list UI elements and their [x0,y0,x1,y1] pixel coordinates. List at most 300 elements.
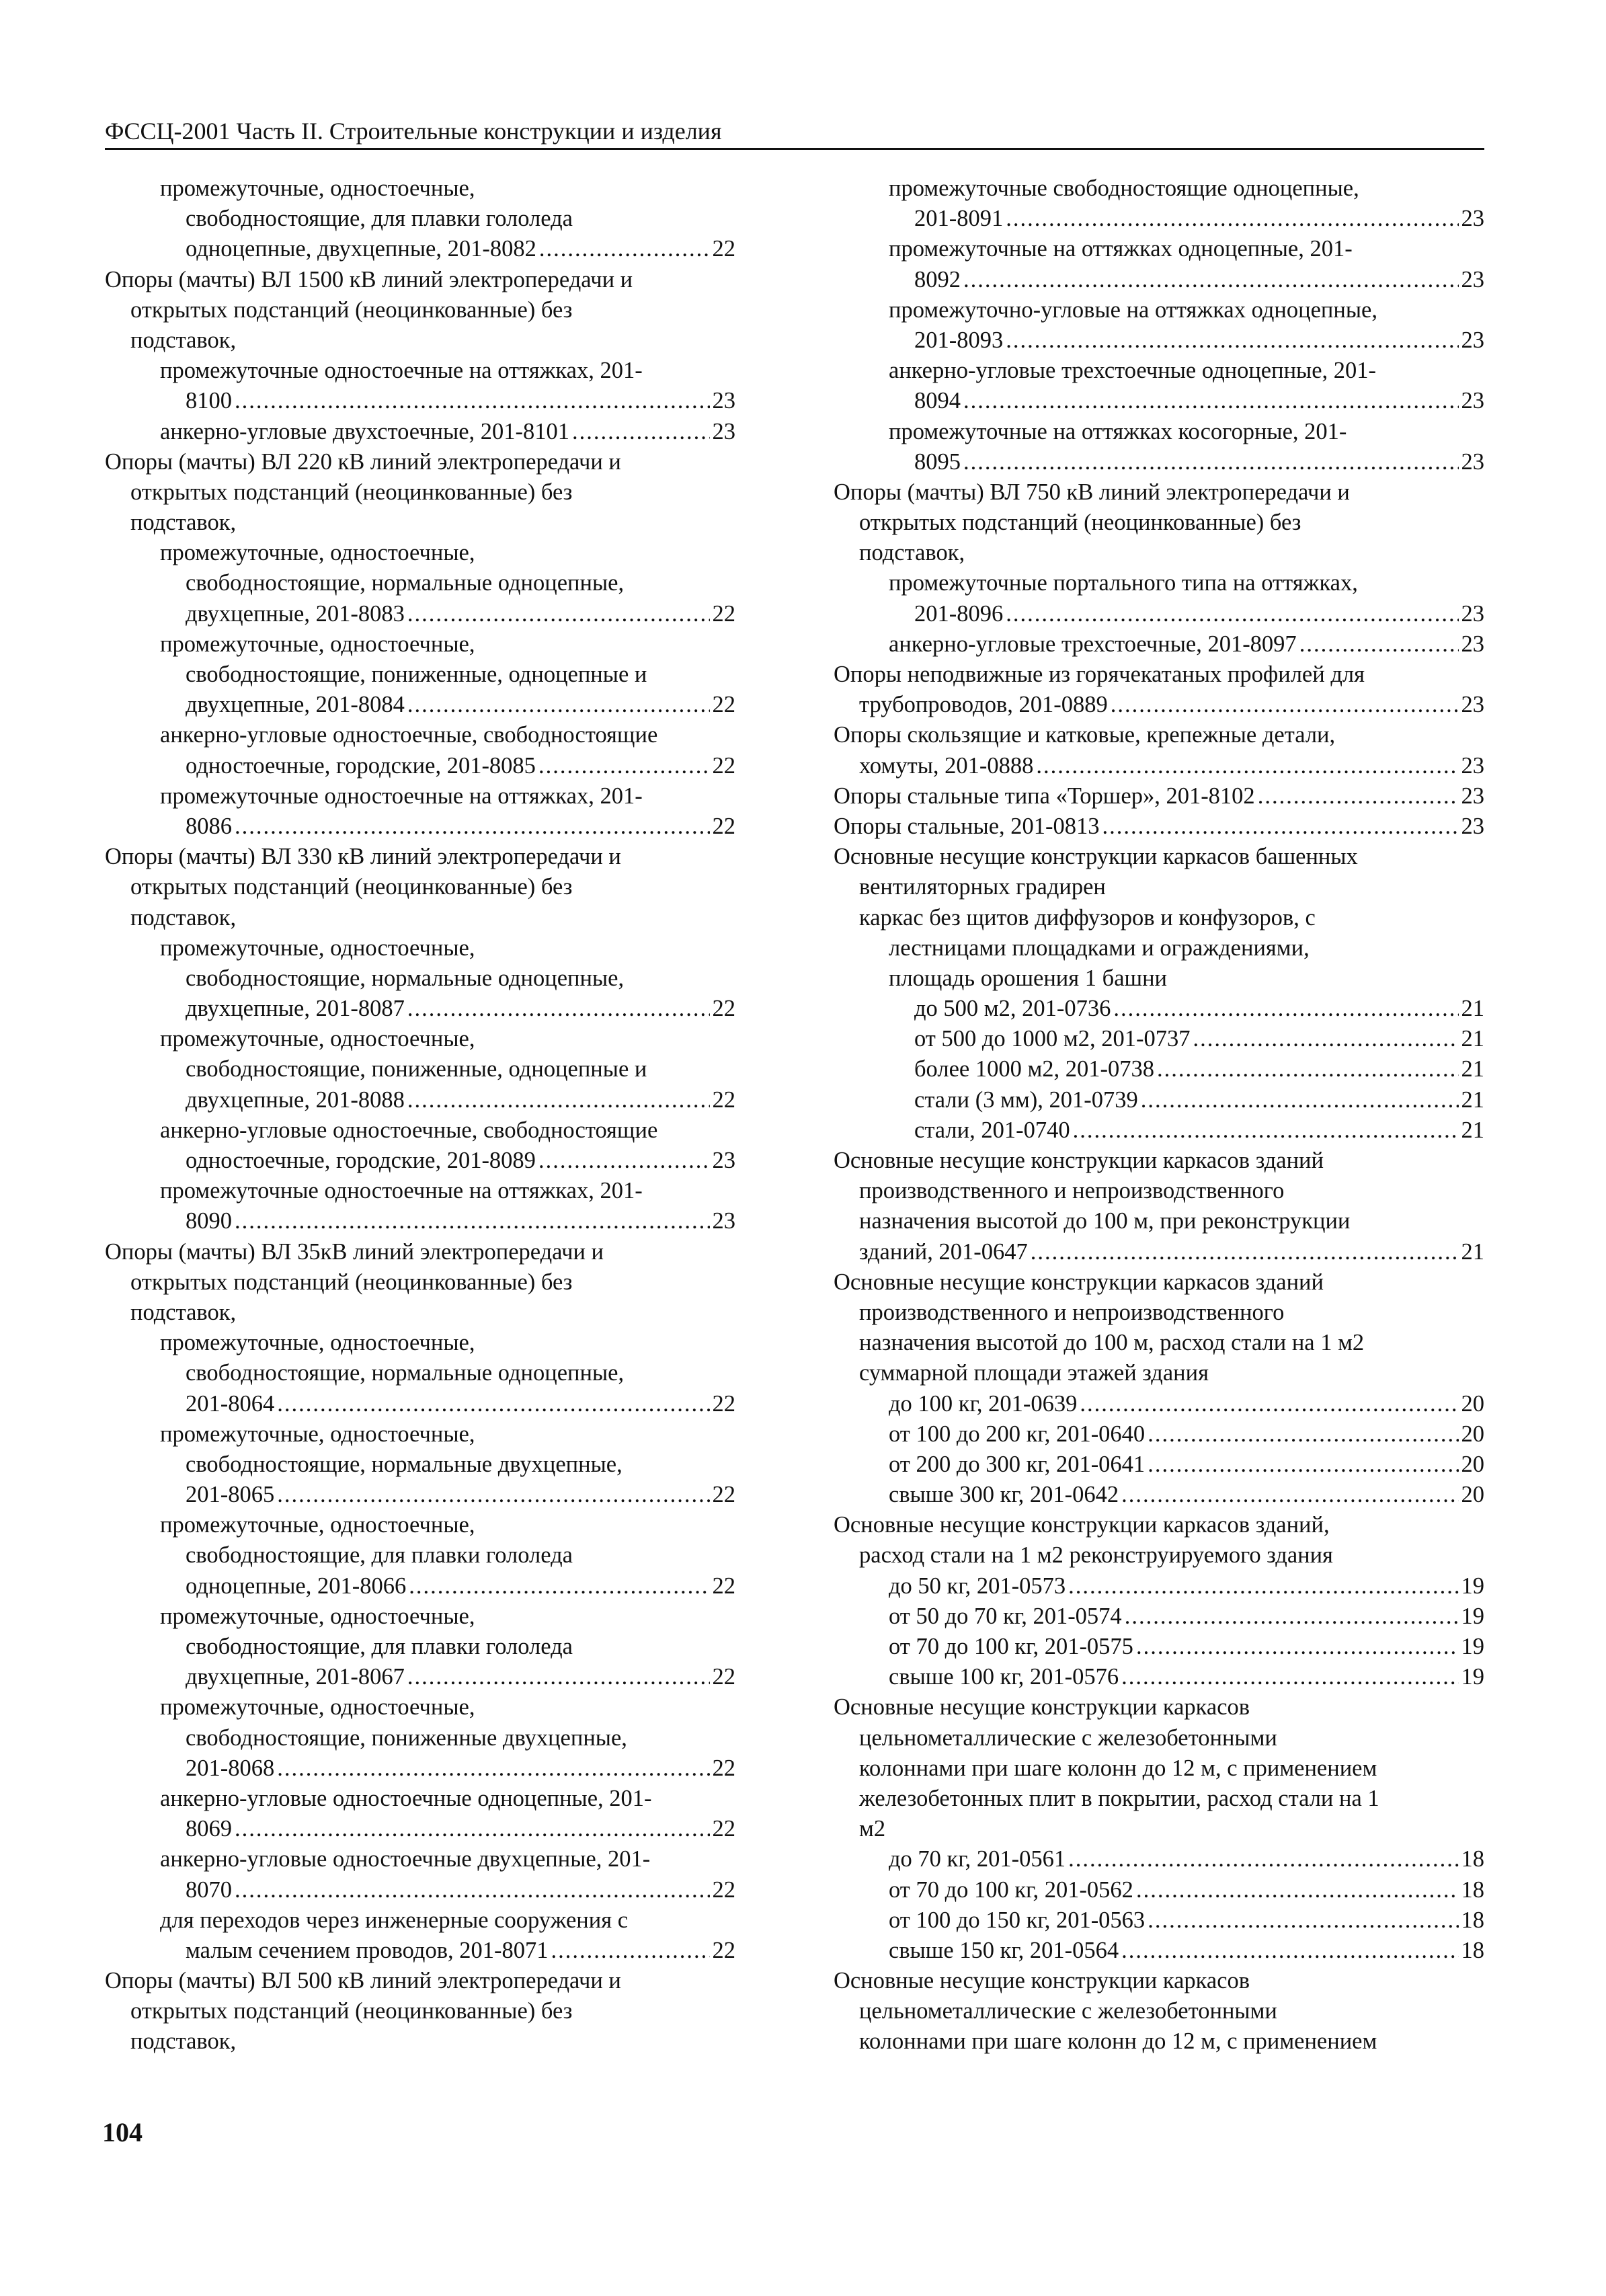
index-entry [105,234,735,264]
index-entry [105,690,735,720]
index-entry-text: Опоры неподвижные из горячекатаных профилей для [834,662,1365,687]
index-entry-text: открытых подстанций (неоцинкованные) без [130,1269,573,1295]
index-entry-text: суммарной площади этажей здания [859,1360,1209,1386]
index-entry-page: 23 [712,418,735,444]
index-entry-text: промежуточные одностоечные на оттяжках, 201- [160,358,643,384]
index-entry-text: свободностоящие, пониженные, одноцепные и [186,662,647,687]
dot-leader [1006,204,1458,234]
index-entry [105,295,735,325]
index-entry-text: вентиляторных градирен [859,874,1106,900]
index-entry-text: анкерно-угловые одностоечные одноцепные, 201- [160,1785,652,1811]
index-entry [105,538,735,568]
index-entry-text: от 200 до 300 кг, 201-0641 [889,1451,1146,1477]
index-entry [834,1753,1484,1784]
index-entry-text: до 500 м2, 201-0736 [914,996,1111,1022]
dot-leader [538,1146,710,1176]
index-entry-text: до 100 кг, 201-0639 [889,1390,1078,1417]
index-entry-page: 23 [1461,206,1484,232]
index-entry [105,568,735,598]
index-entry-page: 22 [712,1482,735,1508]
index-entry-text: подставок, [130,510,237,536]
index-entry-text: малым сечением проводов, 201-8071 [186,1937,549,1963]
index-entry-text: зданий, 201-0647 [859,1238,1028,1265]
index-entry-page: 22 [712,1086,735,1113]
index-entry [105,1601,735,1632]
dot-leader [1068,1571,1458,1601]
index-entry-text: промежуточные, одностоечные, [160,1603,475,1629]
index-entry-text: Опоры скользящие и катковые, крепежные детали, [834,722,1336,748]
index-entry-page: 20 [1461,1390,1484,1417]
index-entry [105,477,735,508]
index-entry-text: подставок, [130,2028,237,2055]
index-entry [834,1510,1484,1540]
index-entry [834,1662,1484,1692]
index-entry [105,356,735,386]
index-entry-text: производственного и непроизводственного [859,1299,1285,1325]
index-entry-page: 18 [1461,1907,1484,1933]
index-entry-text: Основные несущие конструкции каркасов [834,1694,1250,1720]
index-entry [105,417,735,447]
dot-leader [1006,599,1458,629]
index-entry [834,1146,1484,1176]
index-entry [834,1024,1484,1054]
dot-leader [1258,781,1459,811]
index-entry-text: Опоры (мачты) ВЛ 330 кВ линий электропередачи и [105,844,621,870]
index-entry [105,1358,735,1388]
index-entry [105,629,735,660]
index-entry [834,1115,1484,1146]
index-entry [105,1298,735,1328]
index-entry [105,1844,735,1874]
index-entry [105,1328,735,1358]
index-entry [834,568,1484,598]
index-entry-text: промежуточные свободностоящие одноцепные, [889,175,1359,201]
index-entry [834,1480,1484,1510]
index-entry-text: свободностоящие, нормальные одноцепные, [186,965,625,991]
dot-leader [235,386,710,416]
index-entry-text: открытых подстанций (неоцинкованные) без [130,296,573,323]
index-entry-text: Опоры (мачты) ВЛ 1500 кВ линий электропередачи и [105,266,633,292]
index-entry-text: открытых подстанций (неоцинкованные) без [859,510,1301,536]
dot-leader [277,1753,709,1784]
index-entry [834,1723,1484,1753]
index-entry-page: 21 [1461,1056,1484,1082]
index-entry-text: Опоры стальные типа «Торшер», 201-8102 [834,783,1255,809]
index-entry-text: промежуточные, одностоечные, [160,540,475,566]
index-entry [834,1419,1484,1450]
index-entry [105,933,735,963]
index-entry-page: 20 [1461,1482,1484,1508]
dot-leader [1073,1115,1459,1146]
index-entry-text: 201-8065 [186,1482,275,1508]
index-entry [105,1784,735,1814]
dot-leader [539,234,710,264]
dot-leader [1125,1601,1459,1632]
index-entry [105,1419,735,1450]
index-entry-text: свыше 300 кг, 201-0642 [889,1482,1119,1508]
index-entry-text: промежуточные, одностоечные, [160,175,475,201]
index-entry-text: 201-8091 [914,206,1004,232]
index-entry-page: 21 [1461,1026,1484,1052]
index-entry-text: от 100 до 200 кг, 201-0640 [889,1421,1146,1447]
dot-leader [1121,1480,1458,1510]
index-entry [834,1328,1484,1358]
index-entry-text: производственного и непроизводственного [859,1178,1285,1204]
index-entry [834,1844,1484,1874]
index-entry-text: Основные несущие конструкции каркасов зданий [834,1148,1324,1173]
index-entry-text: свободностоящие, нормальные одноцепные, [186,570,625,596]
index-entry-page: 22 [712,600,735,627]
index-entry-page: 18 [1461,1937,1484,1963]
index-entry [105,963,735,994]
index-entry [834,872,1484,902]
index-entry [834,1085,1484,1115]
index-entry [105,1176,735,1206]
index-entry-page: 23 [712,388,735,414]
index-entry [105,1146,735,1176]
index-entry [105,842,735,872]
index-entry [105,1389,735,1419]
index-entry-text: промежуточные, одностоечные, [160,1512,475,1538]
index-entry-text: стали (3 мм), 201-0739 [914,1086,1138,1113]
dot-leader [538,751,710,781]
index-entry-text: свободностоящие, для плавки гололеда [186,1542,573,1569]
index-entry [834,1237,1484,1267]
index-entry-page: 21 [1461,996,1484,1022]
index-entry-text: 201-8096 [914,600,1004,627]
index-entry [105,447,735,477]
index-entry [105,781,735,811]
index-entry-text: двухцепные, 201-8083 [186,600,405,627]
index-entry-text: от 500 до 1000 м2, 201-0737 [914,1026,1191,1052]
index-entry [105,1905,735,1936]
index-entry-text: расход стали на 1 м2 реконструируемого здания [859,1542,1333,1569]
index-entry [105,903,735,933]
index-entry-page: 18 [1461,1846,1484,1872]
index-entry [834,1298,1484,1328]
index-entry [834,1176,1484,1206]
index-entry-page: 22 [712,1937,735,1963]
index-entry [834,1905,1484,1936]
index-entry [834,1632,1484,1662]
dot-leader [407,1662,710,1692]
index-entry [834,386,1484,416]
index-entry [834,265,1484,295]
index-entry [105,1085,735,1115]
index-entry [834,295,1484,325]
index-entry-text: каркас без щитов диффузоров и конфузоров, с [859,904,1316,931]
index-entry-page: 22 [712,236,735,262]
index-entry-page: 19 [1461,1603,1484,1629]
index-entry-text: свободностоящие, нормальные одноцепные, [186,1360,625,1386]
index-entry-text: до 50 кг, 201-0573 [889,1573,1066,1599]
index-entry [105,1480,735,1510]
index-entry-page: 23 [1461,783,1484,809]
index-entry [834,1389,1484,1419]
index-entry-text: от 100 до 150 кг, 201-0563 [889,1907,1146,1933]
index-entry-text: свободностоящие, нормальные двухцепные, [186,1451,623,1477]
index-entry-text: 8100 [186,388,232,414]
index-entry-text: хомуты, 201-0888 [859,752,1034,779]
index-entry-text: одноцепные, двухцепные, 201-8082 [186,236,536,262]
index-entry [834,1571,1484,1601]
index-entry-page: 23 [1461,752,1484,779]
index-entry [834,1540,1484,1571]
index-entry [834,781,1484,811]
index-entry [105,1450,735,1480]
index-entry-page: 23 [1461,631,1484,657]
index-entry [834,1875,1484,1905]
index-entry-text: 8069 [186,1816,232,1842]
index-entry-text: промежуточные, одностоечные, [160,1421,475,1447]
index-entry-text: Опоры (мачты) ВЛ 35кВ линий электропередачи и [105,1238,604,1265]
dot-leader [963,265,1459,295]
index-entry [834,1054,1484,1084]
index-entry [834,356,1484,386]
index-entry-text: свободностоящие, для плавки гололеда [186,206,573,232]
index-entry-text: свыше 150 кг, 201-0564 [889,1937,1119,1963]
dot-leader [1136,1875,1459,1905]
index-entry-text: промежуточные одностоечные на оттяжках, 201- [160,783,643,809]
index-entry [105,1267,735,1298]
dot-leader [235,1206,710,1236]
index-entry [834,842,1484,872]
index-entry-page: 22 [712,1390,735,1417]
index-entry-text: свободностоящие, пониженные, одноцепные и [186,1056,647,1082]
index-entry [834,690,1484,720]
dot-leader [1102,811,1459,842]
index-entry [834,2026,1484,2057]
index-entry-text: трубопроводов, 201-0889 [859,692,1108,718]
index-entry [834,538,1484,568]
index-entry-text: открытых подстанций (неоцинкованные) без [130,479,573,505]
index-entry [834,720,1484,750]
dot-leader [407,994,710,1024]
dot-leader [1121,1662,1458,1692]
index-entry-text: лестницами площадками и ограждениями, [889,935,1310,961]
index-entry-text: от 50 до 70 кг, 201-0574 [889,1603,1122,1629]
index-entry [105,508,735,538]
index-entry [105,811,735,842]
dot-leader [551,1936,709,1966]
index-entry-text: двухцепные, 201-8067 [186,1664,405,1690]
index-entry [105,1510,735,1540]
index-entry [834,1358,1484,1388]
index-entry [105,1662,735,1692]
index-entry-page: 21 [1461,1117,1484,1143]
dot-leader [1136,1632,1459,1662]
dot-leader [1299,629,1459,660]
dot-leader [1141,1085,1459,1115]
dot-leader [235,811,710,842]
index-entry [105,1054,735,1084]
dot-leader [407,599,710,629]
index-entry-text: железобетонных плит в покрытии, расход стали на 1 [859,1785,1379,1811]
index-entry [105,265,735,295]
index-entry [105,173,735,204]
index-entry [834,599,1484,629]
index-entry-text: Опоры (мачты) ВЛ 220 кВ линий электропередачи и [105,448,621,475]
index-entry-page: 23 [712,1208,735,1234]
index-entry-text: двухцепные, 201-8088 [186,1086,405,1113]
index-entry [834,1450,1484,1480]
index-entry-text: свободностоящие, пониженные двухцепные, [186,1725,627,1751]
dot-leader [409,1571,709,1601]
dot-leader [1193,1024,1459,1054]
index-entry [105,1237,735,1267]
dot-leader [1148,1419,1458,1450]
dot-leader [235,1875,710,1905]
index-entry-page: 20 [1461,1451,1484,1477]
index-entry [834,234,1484,264]
index-entry-page: 18 [1461,1876,1484,1903]
index-entry-text: 8094 [914,388,961,414]
index-entry [834,751,1484,781]
dot-leader [235,1814,710,1844]
dot-leader [407,1085,710,1115]
index-entry [834,1267,1484,1298]
index-entry [105,1571,735,1601]
index-entry [834,963,1484,994]
page-header-title: ФССЦ-2001 Часть II. Строительные конструкции и изделия [105,118,722,145]
index-entry [834,933,1484,963]
index-entry-text: от 70 до 100 кг, 201-0575 [889,1634,1133,1659]
index-entry-text: промежуточные, одностоечные, [160,1694,475,1720]
index-entry-text: промежуточные, одностоечные, [160,935,475,961]
index-entry [834,325,1484,356]
index-entry-text: подставок, [859,540,965,566]
index-entry-text: промежуточные на оттяжках косогорные, 201- [889,418,1347,444]
index-entry-text: промежуточные, одностоечные, [160,1026,475,1052]
index-entry-text: цельнометаллические с железобетонными [859,1998,1277,2024]
index-entry-text: анкерно-угловые одностоечные, свободностоящие [160,722,658,748]
index-entry-text: двухцепные, 201-8084 [186,692,405,718]
index-entry-page: 23 [1461,600,1484,627]
index-entry [105,1875,735,1905]
index-entry-page: 23 [1461,327,1484,353]
dot-leader [1148,1450,1458,1480]
index-entry [105,1753,735,1784]
index-entry-text: Опоры (мачты) ВЛ 500 кВ линий электропередачи и [105,1968,621,1994]
index-entry-text: одностоечные, городские, 201-8085 [186,752,536,779]
dot-leader [1031,1237,1459,1267]
index-entry-text: Опоры (мачты) ВЛ 750 кВ линий электропередачи и [834,479,1350,505]
index-entry-text: назначения высотой до 100 м, расход стали на 1 м2 [859,1330,1365,1356]
index-entry [105,1115,735,1146]
index-entry [105,1723,735,1753]
index-entry-text: свободностоящие, для плавки гололеда [186,1634,573,1659]
index-entry [105,599,735,629]
index-entry-page: 21 [1461,1086,1484,1113]
index-entry [105,1966,735,1996]
index-entry-text: Основные несущие конструкции каркасов зданий, [834,1512,1330,1538]
index-entry-text: промежуточные одностоечные на оттяжках, 201- [160,1178,643,1204]
index-entry-text: колоннами при шаге колонн до 12 м, с применением [859,2028,1377,2055]
index-entry [834,811,1484,842]
index-entry [105,660,735,690]
index-entry-page: 22 [712,1573,735,1599]
index-entry [834,1996,1484,2026]
dot-leader [1113,994,1458,1024]
index-entry-text: подставок, [130,327,237,353]
dot-leader [1148,1905,1458,1936]
index-entry-text: для переходов через инженерные сооружения с [160,1907,629,1933]
dot-leader [1080,1389,1458,1419]
index-entry [105,872,735,902]
index-entry [105,994,735,1024]
index-entry [105,1540,735,1571]
index-entry [105,325,735,356]
index-entry-text: анкерно-угловые двухстоечные, 201-8101 [160,418,569,444]
dot-leader [277,1389,709,1419]
index-entry-page: 22 [712,996,735,1022]
index-entry [105,386,735,416]
index-entry-page: 22 [712,1816,735,1842]
index-entry-text: двухцепные, 201-8087 [186,996,405,1022]
index-entry-text: колоннами при шаге колонн до 12 м, с применением [859,1755,1377,1781]
index-entry [105,1814,735,1844]
index-entry-text: до 70 кг, 201-0561 [889,1846,1066,1872]
dot-leader [1121,1936,1458,1966]
index-entry-page: 22 [712,813,735,839]
index-entry-text: анкерно-угловые одностоечные, свободностоящие [160,1117,658,1143]
index-entry-text: промежуточные, одностоечные, [160,1330,475,1356]
index-entry [105,1692,735,1723]
index-entry-text: от 70 до 100 кг, 201-0562 [889,1876,1133,1903]
index-entry [105,1024,735,1054]
index-entry-page: 23 [1461,388,1484,414]
index-entry [105,1206,735,1236]
index-entry-text: анкерно-угловые трехстоечные, 201-8097 [889,631,1297,657]
index-entry-page: 22 [712,1664,735,1690]
index-entry [834,173,1484,204]
index-entry [105,204,735,234]
index-entry [834,660,1484,690]
index-entry-text: 8070 [186,1876,232,1903]
index-entry-text: площадь орошения 1 башни [889,965,1167,991]
index-entry-text: более 1000 м2, 201-0738 [914,1056,1155,1082]
index-entry-text: 201-8064 [186,1390,275,1417]
index-entry-text: промежуточно-угловые на оттяжках одноцепные, [889,296,1377,323]
index-entry [105,1996,735,2026]
index-entry-page: 19 [1461,1573,1484,1599]
index-entry-text: 8090 [186,1208,232,1234]
index-entry-page: 23 [1461,692,1484,718]
index-entry-page: 22 [712,692,735,718]
index-entry [105,2026,735,2057]
index-entry [834,477,1484,508]
index-entry-text: промежуточные на оттяжках одноцепные, 201- [889,236,1353,262]
index-column-left [105,173,735,2057]
index-entry-page: 23 [1461,266,1484,292]
index-entry-text: одноцепные, 201-8066 [186,1573,407,1599]
index-entry-text: Основные несущие конструкции каркасов зданий [834,1269,1324,1295]
index-entry [834,629,1484,660]
index-entry-page: 22 [712,1876,735,1903]
index-entry [105,1936,735,1966]
index-entry [834,903,1484,933]
dot-leader [407,690,710,720]
index-entry [834,1692,1484,1723]
index-entry-text: промежуточные портального типа на оттяжках, [889,570,1358,596]
index-entry [834,1601,1484,1632]
index-entry-text: 201-8093 [914,327,1004,353]
index-entry-text: подставок, [130,1299,237,1325]
index-entry [834,1784,1484,1814]
index-entry [105,720,735,750]
index-entry-text: назначения высотой до 100 м, при реконструкции [859,1208,1351,1234]
index-entry [834,1814,1484,1844]
